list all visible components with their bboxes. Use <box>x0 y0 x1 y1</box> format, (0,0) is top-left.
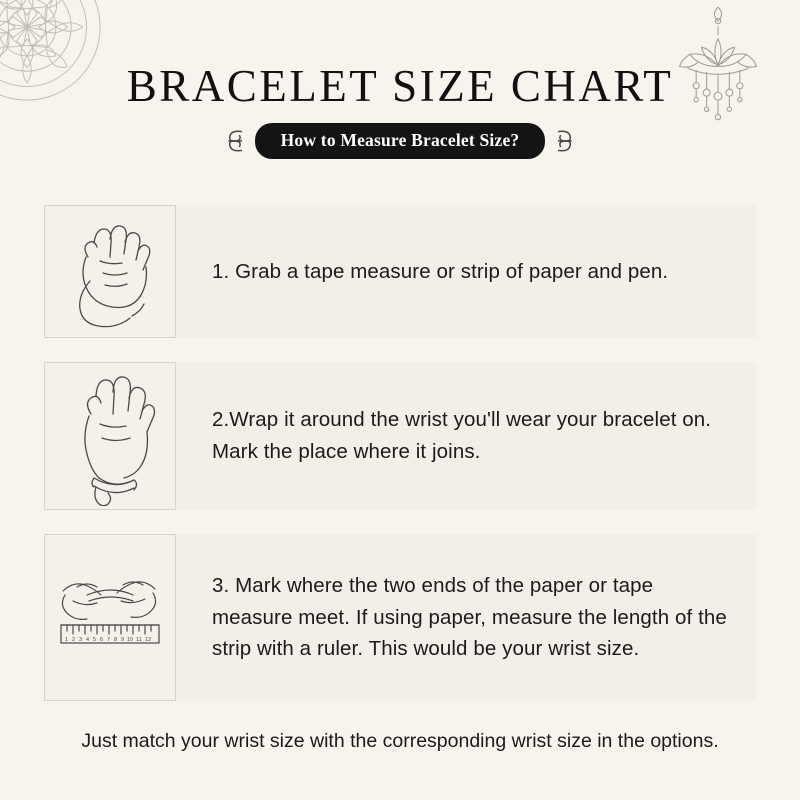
svg-text:8: 8 <box>114 636 118 643</box>
step-illustration-2 <box>44 362 176 510</box>
svg-text:5: 5 <box>93 636 97 643</box>
list-item <box>44 362 756 510</box>
svg-text:3: 3 <box>79 636 83 643</box>
svg-text:4: 4 <box>86 636 90 643</box>
list-item <box>44 205 756 338</box>
step-text-2: 2.Wrap it around the wrist you'll wear your bracelet on. Mark the place where it joins. <box>212 408 712 463</box>
steps-list <box>44 205 756 725</box>
page-title: BRACELET SIZE CHART <box>126 61 674 111</box>
hand-fist-with-tape-icon <box>50 209 170 334</box>
subtitle-row <box>0 123 800 159</box>
subtitle-pill: How to Measure Bracelet Size? <box>255 123 546 159</box>
flourish-right-icon <box>553 126 587 156</box>
footer-note: Just match your wrist size with the corresponding wrist size in the options. <box>81 730 719 752</box>
hand-wrapping-tape-around-wrist-icon <box>50 366 170 506</box>
hands-measuring-strip-with-ruler-icon <box>47 543 173 693</box>
svg-text:7: 7 <box>107 636 111 643</box>
step-illustration-3 <box>44 534 176 701</box>
step-illustration-1 <box>44 205 176 338</box>
step-text-3: 3. Mark where the two ends of the paper or tape measure meet. If using paper, measure the length of the strip with a ruler. This would be your wrist size. <box>212 573 727 661</box>
svg-text:12: 12 <box>145 636 152 643</box>
flourish-left-icon <box>213 126 247 156</box>
svg-text:10: 10 <box>127 636 134 643</box>
svg-text:11: 11 <box>136 636 142 643</box>
list-item <box>44 534 756 701</box>
step-text-1: 1. Grab a tape measure or strip of paper and pen. <box>212 259 669 283</box>
svg-text:9: 9 <box>121 636 125 643</box>
svg-text:2: 2 <box>72 636 76 643</box>
svg-text:1: 1 <box>65 636 69 643</box>
svg-text:6: 6 <box>100 636 104 643</box>
